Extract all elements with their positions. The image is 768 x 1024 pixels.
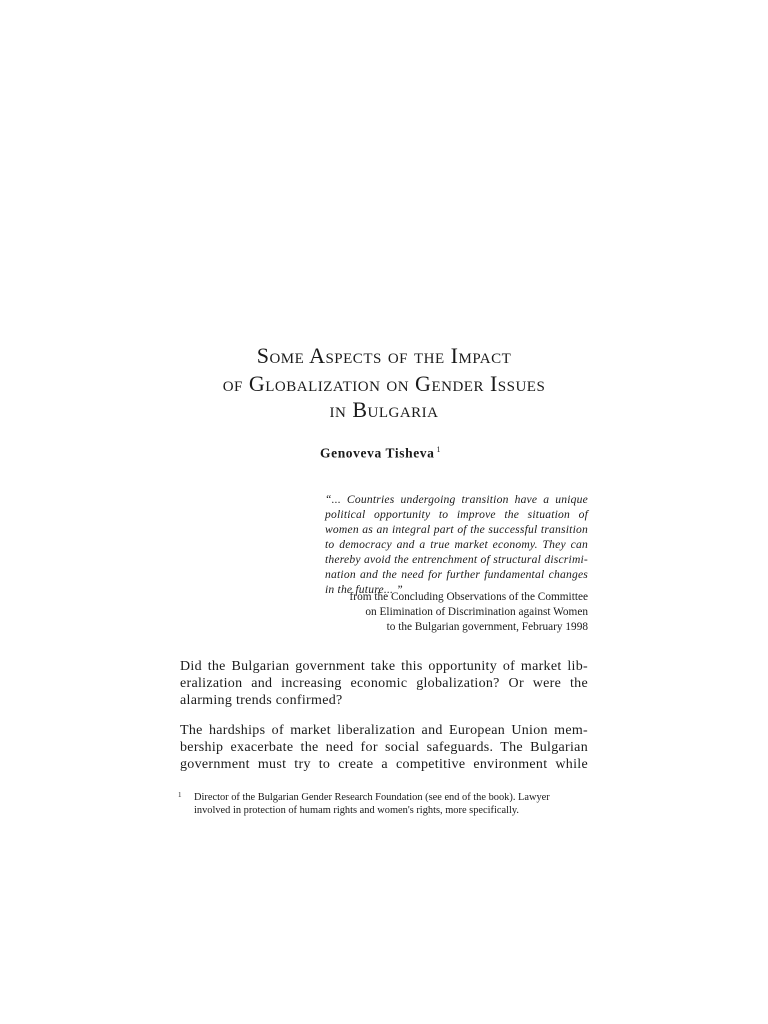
paragraph-line: government must try to create a competitive environment while <box>180 757 588 772</box>
author <box>320 445 441 462</box>
footnote-line: Director of the Bulgarian Gender Research Foundation (see end of the book). Lawyer <box>194 792 550 803</box>
footnote-text <box>194 791 588 817</box>
source-line: from the Concluding Observations of the Committee <box>349 591 588 603</box>
author-name: Genoveva Tisheva <box>320 445 435 461</box>
source-line: to the Bulgarian government, February 1998 <box>386 621 588 633</box>
paragraph-line: alarming trends confirmed? <box>180 693 343 708</box>
epigraph-line: to democracy and a true market economy. They can <box>325 538 588 551</box>
footnote-mark: 1 <box>178 791 182 799</box>
paragraph-line: Did the Bulgarian government take this opportunity of market lib- <box>180 659 588 674</box>
epigraph-line: “... Countries undergoing transition have a unique <box>325 493 588 506</box>
author-footnote-mark: 1 <box>436 445 442 454</box>
title-line-2: of Globalization on Gender Issues <box>222 371 546 396</box>
source-line: on Elimination of Discrimination against Women <box>365 606 588 618</box>
title-line-3: in Bulgaria <box>329 397 439 422</box>
epigraph-line: nation and the need for further fundamental changes <box>325 568 588 581</box>
paragraph-line: The hardships of market liberalization and European Union mem- <box>180 723 588 738</box>
epigraph-line: in the future... ” <box>325 583 403 596</box>
paragraph-line: eralization and increasing economic globalization? Or were the <box>180 676 588 691</box>
paragraph-line: bership exacerbate the need for social safeguards. The Bulgarian <box>180 740 588 755</box>
epigraph-line: women as an integral part of the successful transition <box>325 523 588 536</box>
epigraph-quote <box>325 492 588 597</box>
footnote <box>178 791 588 817</box>
footnote-line: involved in protection of humam rights and women's rights, more specifically. <box>194 805 519 816</box>
title-line-1: Some Aspects of the Impact <box>256 343 512 368</box>
body-paragraph-2 <box>180 722 588 773</box>
epigraph-source <box>350 590 588 635</box>
epigraph-line: thereby avoid the entrenchment of structural discrimi- <box>325 553 588 566</box>
body-paragraph-1 <box>180 658 588 709</box>
epigraph-line: political opportunity to improve the situation of <box>325 508 588 521</box>
